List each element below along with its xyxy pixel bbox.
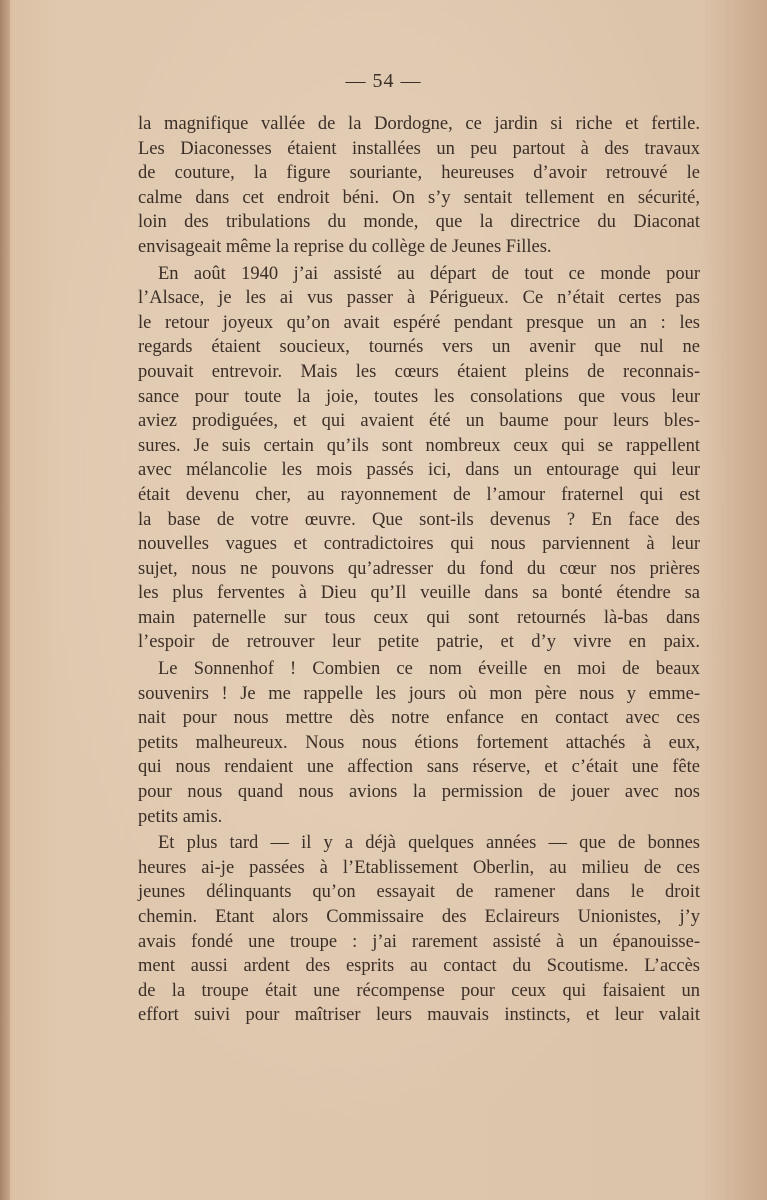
text-line: la magnifique vallée de la Dordogne, ce jardin si riche et fertile. bbox=[138, 114, 700, 134]
text-line: Le Sonnenhof ! Combien ce nom éveille en moi de beaux bbox=[158, 659, 700, 680]
page-spine-edge bbox=[0, 0, 10, 1200]
text-line: avais fondé une troupe : j’ai rarement assisté à un épanouisse- bbox=[138, 931, 700, 952]
text-line: chemin. Etant alors Commissaire des Eclaireurs Unionistes, j’y bbox=[138, 907, 700, 927]
text-line: loin des tribulations du monde, que la directrice du Diaconat bbox=[138, 212, 700, 233]
text-line: souvenirs ! Je me rappelle les jours où mon père nous y emme- bbox=[138, 683, 700, 704]
text-line: la base de votre œuvre. Que sont-ils devenus ? En face des bbox=[138, 509, 700, 530]
text-line: sance pour toute la joie, toutes les consolations que vous leur bbox=[138, 386, 700, 407]
text-line: était devenu cher, au rayonnement de l’amour fraternel qui est bbox=[138, 484, 700, 505]
text-line: calme dans cet endroit béni. On s’y sentait tellement en sécurité, bbox=[138, 187, 700, 208]
text-line: regards étaient soucieux, tournés vers un avenir que nul ne bbox=[138, 337, 700, 358]
text-line: pour nous quand nous avions la permission de jouer avec nos bbox=[138, 782, 700, 803]
body-text bbox=[138, 112, 700, 1028]
paragraph bbox=[138, 262, 700, 656]
text-line: qui nous rendaient une affection sans réserve, et c’était une fête bbox=[138, 757, 700, 778]
text-line: nait pour nous mettre dès notre enfance en contact avec ces bbox=[138, 708, 700, 729]
text-line: jeunes délinquants qu’on essayait de ramener dans le droit bbox=[138, 882, 700, 903]
text-line: de la troupe était une récompense pour ceux qui faisaient un bbox=[138, 980, 700, 1001]
text-line: pouvait entrevoir. Mais les cœurs étaient pleins de reconnais- bbox=[138, 361, 700, 382]
text-line: le retour joyeux qu’on avait espéré pendant presque un an : les bbox=[138, 312, 700, 333]
text-line: avec mélancolie les mois passés ici, dans un entourage qui leur bbox=[138, 460, 700, 481]
page-number: — 54 — bbox=[345, 70, 422, 92]
text-line: ment aussi ardent des esprits au contact du Scoutisme. L’accès bbox=[138, 956, 700, 977]
text-line: l’Alsace, je les ai vus passer à Périgueux. Ce n’était certes pas bbox=[138, 288, 700, 309]
text-line: l’espoir de retrouver leur petite patrie, et d’y vivre en paix. bbox=[138, 632, 700, 653]
paragraph bbox=[138, 657, 700, 829]
text-line: de couture, la figure souriante, heureuses d’avoir retrouvé le bbox=[138, 163, 700, 184]
text-line: effort suivi pour maîtriser leurs mauvais instincts, et leur valait bbox=[138, 1005, 700, 1026]
text-line: nouvelles vagues et contradictoires qui nous parviennent à leur bbox=[138, 534, 700, 555]
text-line: sures. Je suis certain qu’ils sont nombreux ceux qui se rappellent bbox=[138, 435, 700, 456]
text-line: main paternelle sur tous ceux qui sont retournés là-bas dans bbox=[138, 607, 700, 628]
text-line: envisageait même la reprise du collège de Jeunes Filles. bbox=[138, 236, 552, 257]
text-line: petits amis. bbox=[138, 806, 223, 827]
text-line: les plus ferventes à Dieu qu’Il veuille dans sa bonté étendre sa bbox=[138, 583, 700, 604]
paragraph bbox=[138, 112, 700, 260]
text-line: heures ai-je passées à l’Etablissement Oberlin, au milieu de ces bbox=[138, 857, 700, 878]
text-line: Les Diaconesses étaient installées un peu partout à des travaux bbox=[138, 138, 700, 159]
text-line: aviez prodiguées, et qui avaient été un baume pour leurs bles- bbox=[138, 411, 700, 432]
paragraph bbox=[138, 831, 700, 1028]
text-line: sujet, nous ne pouvons qu’adresser du fond du cœur nos prières bbox=[138, 558, 700, 579]
text-line: En août 1940 j’ai assisté au départ de tout ce monde pour bbox=[158, 263, 700, 284]
text-line: Et plus tard — il y a déjà quelques années — que de bonnes bbox=[158, 833, 700, 854]
text-line: petits malheureux. Nous nous étions fortement attachés à eux, bbox=[138, 732, 700, 753]
